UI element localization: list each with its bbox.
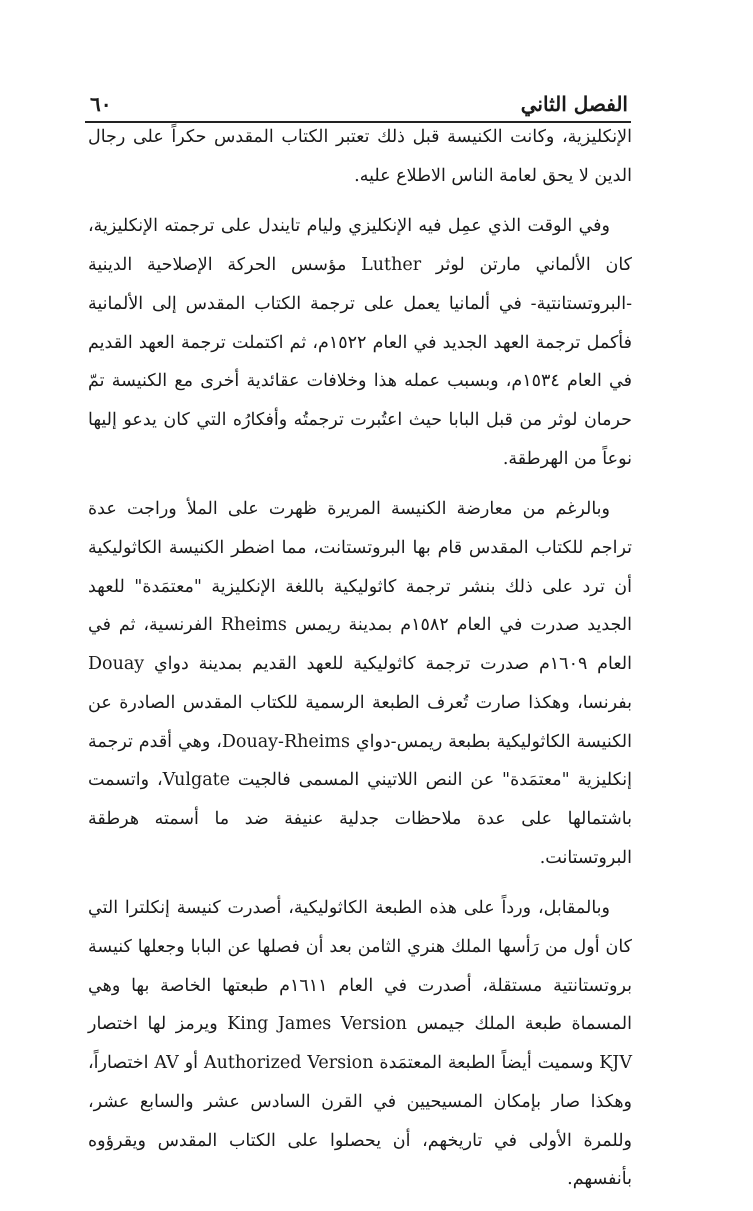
body-text: [88, 118, 632, 1211]
page-number: ٦٠: [90, 92, 112, 116]
paragraph: وبالرغم من معارضة الكنيسة المريرة ظهرت على الملأ وراجت عدة تراجم للكتاب المقدس قام بها البروتستانت، مما اضطر الكنيسة الكاثوليكية أن ترد على ذلك بنشر ترجمة كاثوليكية باللغة الإنكليزية "معتمَدة" للعهد الجديد صدرت في العام ١٥٨٢م بمدينة ريمس Rheims الفرنسية، ثم في العام ١٦٠٩م صدرت ترجمة كاثوليكية للعهد القديم بمدينة دواي Douay بفرنسا، وهكذا صارت تُعرف الطبعة الرسمية للكتاب المقدس الصادرة عن الكنيسة الكاثوليكية بطبعة ريمس-دواي Douay-Rheims، وهي أقدم ترجمة إنكليزية "معتمَدة" عن النص اللاتيني المسمى فالجيت Vulgate، واتسمت باشتمالها على عدة ملاحظات جدلية عنيفة ضد ما أسمته هرطقة البروتستانت.: [88, 499, 633, 868]
paragraph: وبالمقابل، ورداً على هذه الطبعة الكاثوليكية، أصدرت كنيسة إنكلترا التي كان أول من رَأسها الملك هنري الثامن بعد أن فصلها عن البابا وجعلها كنيسة بروتستانتية مستقلة، أصدرت في العام ١٦١١م طبعتها الخاصة بها وهي المسماة طبعة الملك جيمس King James Version ويرمز لها اختصار KJV وسميت أيضاً الطبعة المعتمَدة Authorized Version أو AV اختصاراً، وهكذا صار بإمكان المسيحيين في القرن السادس عشر والسابع عشر، وللمرة الأولى في تاريخهم، أن يحصلوا على الكتاب المقدس ويقرؤوه بأنفسهم.: [88, 898, 632, 1190]
chapter-title: الفصل الثاني: [520, 92, 628, 116]
paragraph: الإنكليزية، وكانت الكنيسة قبل ذلك تعتبر الكتاب المقدس حكراً على رجال الدين لا يحق لعامة الناس الاطلاع عليه.: [88, 127, 632, 186]
running-head: [90, 86, 628, 122]
paragraph: وفي الوقت الذي عمِل فيه الإنكليزي وليام تايندل على ترجمته الإنكليزية، كان الألماني مارتن لوثر Luther مؤسس الحركة الإصلاحية الدينية -البروتستانتية- في ألمانيا يعمل على ترجمة الكتاب المقدس إلى الألمانية فأكمل ترجمة العهد الجديد في العام ١٥٢٢م، ثم اكتملت ترجمة العهد القديم في العام ١٥٣٤م، وبسبب عمله هذا وخلافات عقائدية أخرى مع الكنيسة تمّ حرمان لوثر من قبل البابا حيث اعتُبرت ترجمتُه وأفكارُه التي كان يدعو إليها نوعاً من الهرطقة.: [88, 216, 632, 469]
footer-mark: [453, 1064, 461, 1065]
